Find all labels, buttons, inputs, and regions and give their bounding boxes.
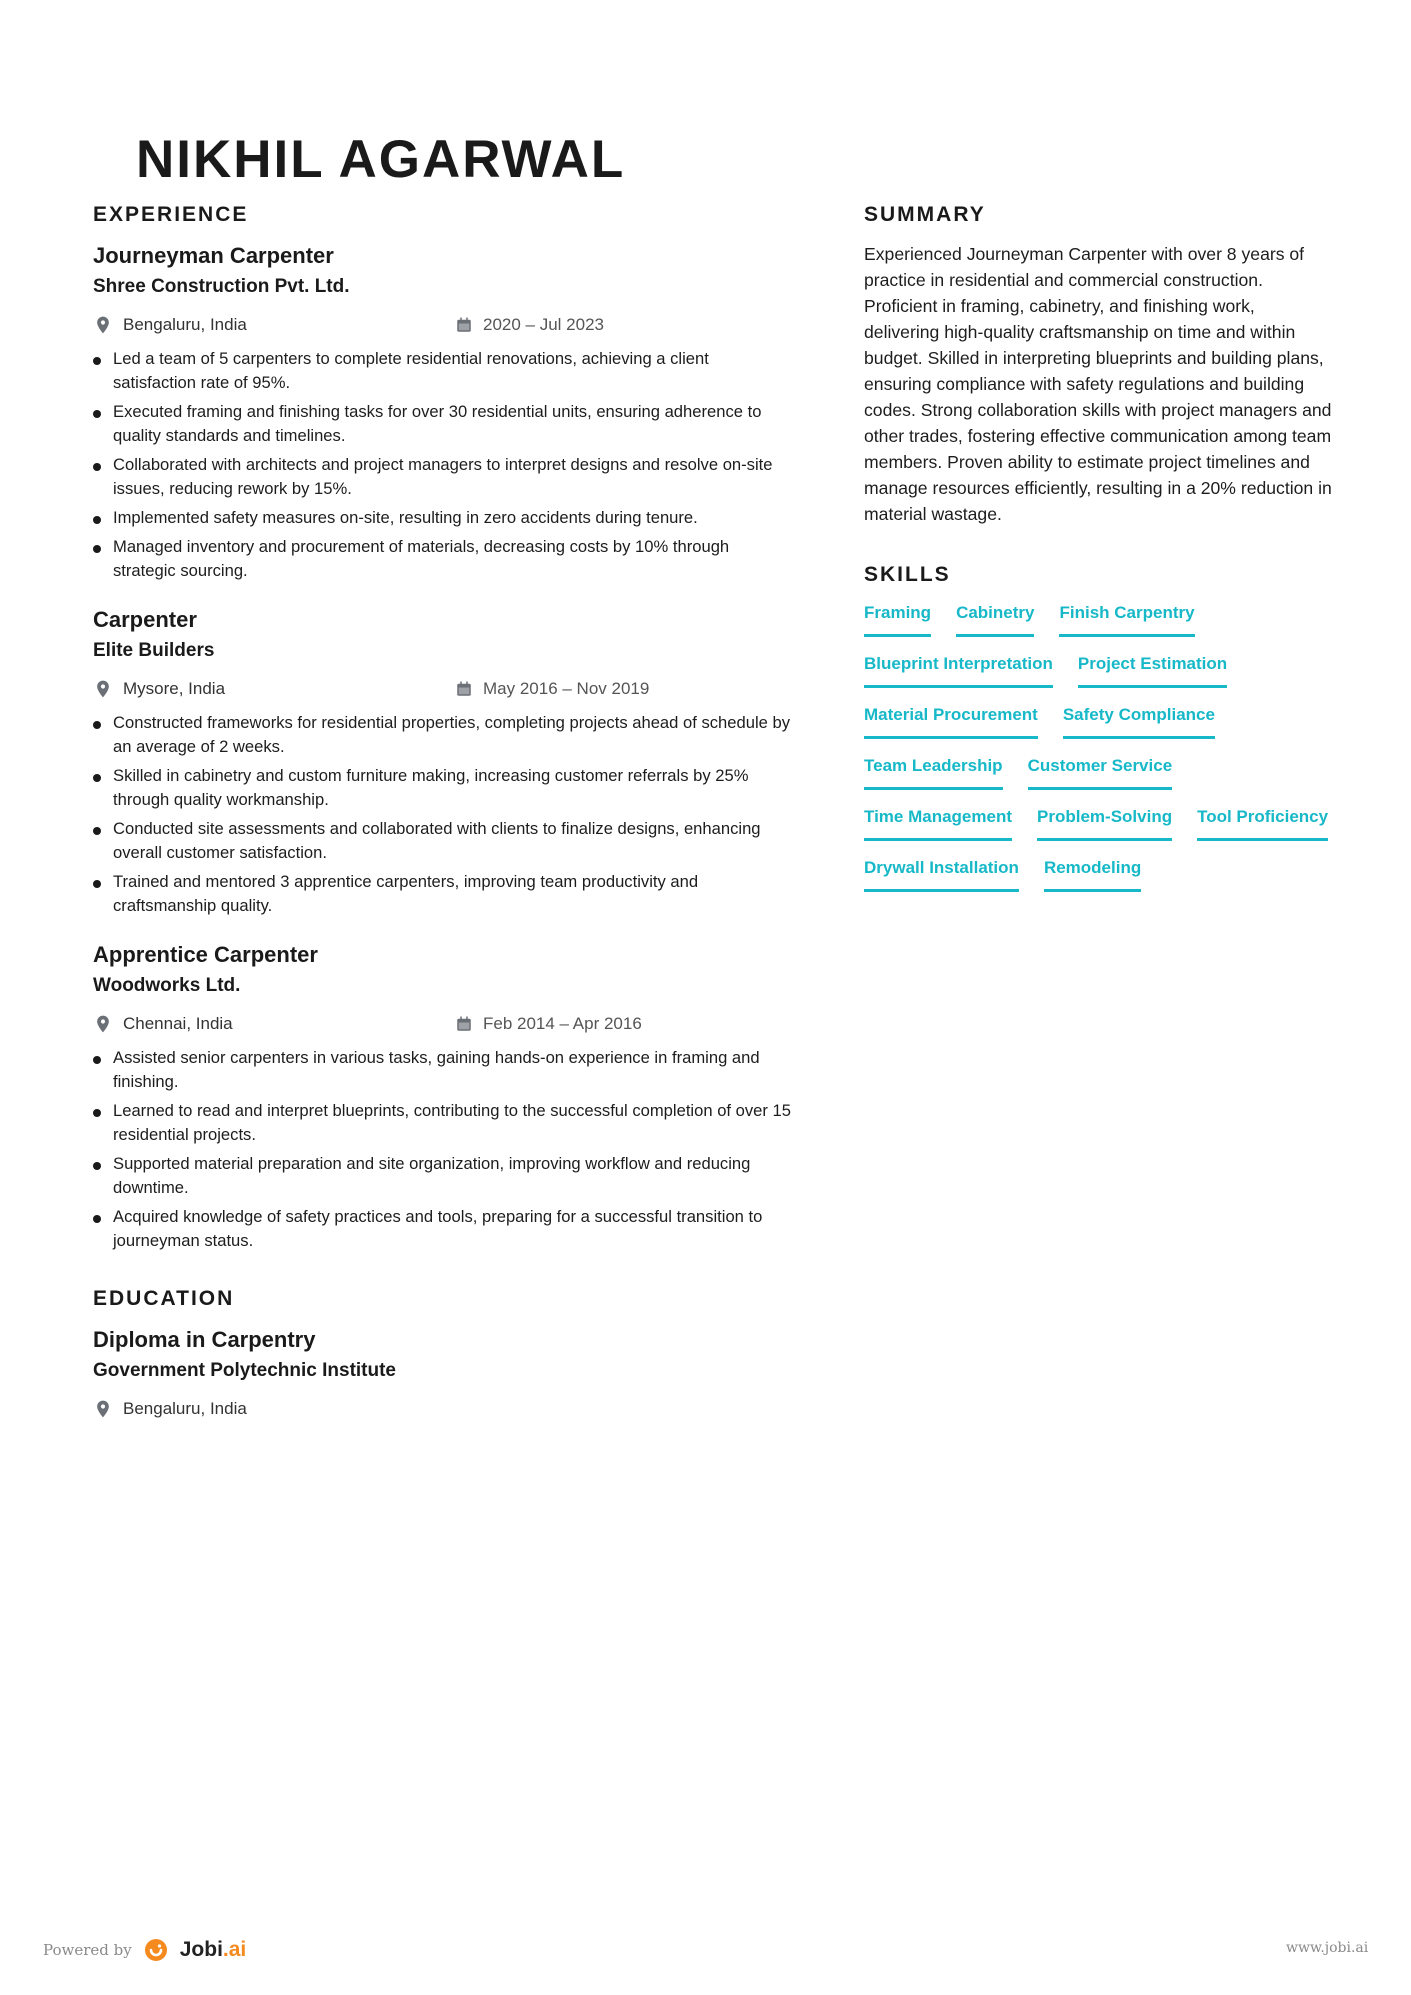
job-bullets	[93, 711, 793, 918]
location-pin-icon	[93, 679, 113, 699]
job-title: Apprentice Carpenter	[93, 942, 318, 967]
job-meta	[93, 1014, 793, 1040]
job-dates	[455, 679, 649, 699]
company-name: Elite Builders	[93, 640, 215, 661]
skill-tag: Customer Service	[1028, 754, 1173, 790]
bullet-item: Constructed frameworks for residential properties, completing projects ahead of schedule by an average of 2 weeks.	[93, 711, 793, 759]
dates-text: Feb 2014 – Apr 2016	[483, 1014, 642, 1033]
job-bullets	[93, 347, 793, 583]
bullet-item: Trained and mentored 3 apprentice carpenters, improving team productivity and craftsmanship quality.	[93, 870, 793, 918]
school-name: Government Polytechnic Institute	[93, 1360, 396, 1381]
skill-tag: Finish Carpentry	[1059, 601, 1194, 637]
skill-tag: Drywall Installation	[864, 856, 1019, 892]
degree-title: Diploma in Carpentry	[93, 1327, 316, 1352]
education-meta	[93, 1399, 793, 1425]
experience-heading: EXPERIENCE	[93, 203, 249, 226]
job-meta	[93, 679, 793, 705]
skill-tag: Remodeling	[1044, 856, 1141, 892]
skills-list	[864, 601, 1334, 907]
skill-tag: Time Management	[864, 805, 1012, 841]
dates-text: 2020 – Jul 2023	[483, 315, 604, 334]
brand-main: Jobi	[179, 1938, 223, 1961]
education-location	[93, 1399, 247, 1419]
location-pin-icon	[93, 1014, 113, 1034]
skill-tag: Project Estimation	[1078, 652, 1227, 688]
site-link[interactable]: www.jobi.ai	[1286, 1940, 1369, 1956]
bullet-item: Assisted senior carpenters in various tasks, gaining hands-on experience in framing and finishing.	[93, 1046, 793, 1094]
skill-tag: Cabinetry	[956, 601, 1034, 637]
location-text: Mysore, India	[123, 679, 226, 698]
education-heading: EDUCATION	[93, 1287, 235, 1310]
job-location	[93, 1014, 233, 1034]
job-title: Carpenter	[93, 607, 197, 632]
dates-text: May 2016 – Nov 2019	[483, 679, 650, 698]
bullet-item: Executed framing and finishing tasks for over 30 residential units, ensuring adherence to quality standards and timelines.	[93, 400, 793, 448]
left-column	[93, 203, 793, 1431]
jobi-logo[interactable]	[180, 1938, 247, 1962]
skill-tag: Framing	[864, 601, 931, 637]
powered-by-text: Powered by	[43, 1941, 132, 1959]
summary-heading: SUMMARY	[864, 203, 986, 226]
bullet-item: Acquired knowledge of safety practices and tools, preparing for a successful transition to journeyman status.	[93, 1205, 793, 1253]
calendar-icon	[455, 680, 473, 698]
right-column	[864, 203, 1334, 907]
brand-suffix: .ai	[222, 1938, 247, 1961]
job-meta	[93, 315, 793, 341]
job-entry	[93, 605, 793, 918]
job-entry	[93, 940, 793, 1253]
location-pin-icon	[93, 1399, 113, 1419]
bullet-item: Collaborated with architects and project managers to interpret designs and resolve on-site issues, reducing rework by 15%.	[93, 453, 793, 501]
bullet-item: Implemented safety measures on-site, resulting in zero accidents during tenure.	[93, 506, 793, 530]
bullet-item: Managed inventory and procurement of materials, decreasing costs by 10% through strategic sourcing.	[93, 535, 793, 583]
skill-tag: Tool Proficiency	[1197, 805, 1328, 841]
company-name: Shree Construction Pvt. Ltd.	[93, 276, 350, 297]
job-bullets	[93, 1046, 793, 1253]
skills-heading: SKILLS	[864, 563, 951, 586]
bullet-item: Led a team of 5 carpenters to complete residential renovations, achieving a client satisfaction rate of 95%.	[93, 347, 793, 395]
bullet-item: Supported material preparation and site organization, improving workflow and reducing downtime.	[93, 1152, 793, 1200]
skill-tag: Safety Compliance	[1063, 703, 1215, 739]
skill-tag: Blueprint Interpretation	[864, 652, 1053, 688]
company-name: Woodworks Ltd.	[93, 975, 241, 996]
skill-tag: Team Leadership	[864, 754, 1003, 790]
summary-text: Experienced Journeyman Carpenter with over 8 years of practice in residential and commercial construction. Proficient in framing, cabinetry, and finishing work, delivering high-quality craftsmanship on time and within budget. Skilled in interpreting blueprints and building plans, ensuring compliance with safety regulations and building codes. Strong collaboration skills with project managers and other trades, fostering effective communication among team members. Proven ability to estimate project timelines and manage resources efficiently, resulting in a 20% reduction in material wastage.	[864, 244, 1332, 524]
jobi-logo-icon	[144, 1938, 168, 1962]
job-title: Journeyman Carpenter	[93, 243, 334, 268]
location-text: Bengaluru, India	[123, 315, 247, 334]
location-pin-icon	[93, 315, 113, 335]
bullet-item: Learned to read and interpret blueprints, contributing to the successful completion of over 15 residential projects.	[93, 1099, 793, 1147]
job-dates	[455, 1014, 642, 1034]
powered-by-footer	[43, 1938, 246, 1962]
location-text: Chennai, India	[123, 1014, 233, 1033]
bullet-item: Skilled in cabinetry and custom furniture making, increasing customer referrals by 25% through quality workmanship.	[93, 764, 793, 812]
job-location	[93, 679, 225, 699]
location-text: Bengaluru, India	[123, 1399, 247, 1418]
bullet-item: Conducted site assessments and collaborated with clients to finalize designs, enhancing overall customer satisfaction.	[93, 817, 793, 865]
job-dates	[455, 315, 604, 335]
calendar-icon	[455, 316, 473, 334]
calendar-icon	[455, 1015, 473, 1033]
skill-tag: Material Procurement	[864, 703, 1038, 739]
candidate-name: NIKHIL AGARWAL	[136, 130, 626, 180]
job-entry	[93, 241, 793, 583]
job-location	[93, 315, 247, 335]
skill-tag: Problem-Solving	[1037, 805, 1172, 841]
